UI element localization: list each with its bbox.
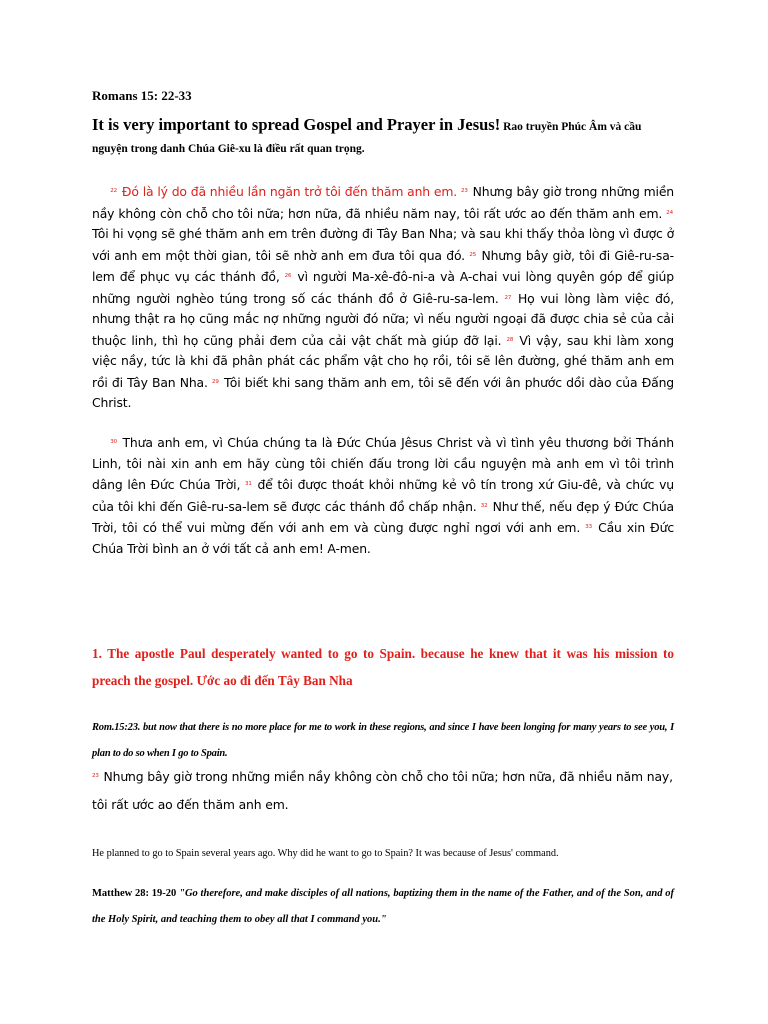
verse-number: 29 xyxy=(212,378,219,385)
verse-text: Thưa anh em, vì Chúa chúng ta là Đức Chúa Jêsus Christ và vì tình yêu thương bởi Thánh Linh, tôi nài xin anh em hãy cùng tôi chiến đấu trong lời cầu nguyện mà anh em vì tôi trình dâng lên Đức Chúa Trời, xyxy=(92,435,674,492)
verse-text: Họ vui lòng làm việc đó, nhưng thật ra họ cũng mắc nợ những người đó nữa; vì nếu người ngoại đã được chia sẻ của cải thuộc linh, thì họ cũng phải đem của cải vật chất mà giúp đỡ lại. xyxy=(92,290,675,348)
romans-english-verse: Rom.15:23. but now that there is no more place for me to work in these regions, and since I have been longing for many years to see you, I plan to do so when I go to Spain. xyxy=(92,722,674,759)
commentary-text: He planned to go to Spain several years ago. Why did he want to go to Spain? It was because of Jesus' command. xyxy=(92,848,559,859)
verse-number: 24 xyxy=(666,209,673,216)
verse-text: Vì vậy, sau khi làm xong việc nầy, tức là khi đã phân phát các phẩm vật cho họ rồi, tôi sẽ lên đường, ghé thăm anh em rồi đi Tây Ban Nha. xyxy=(92,332,674,390)
verse-number: 33 xyxy=(585,524,592,530)
verse-number: 30 xyxy=(110,439,117,445)
passage-paragraph-1 xyxy=(92,181,674,414)
verse-number: 22 xyxy=(110,188,117,194)
headline-english: It is very important to spread Gospel and Prayer in Jesus! xyxy=(92,115,501,134)
verse-number: 27 xyxy=(504,294,512,301)
verse-text: Nhưng bây giờ trong những miền nầy không còn chỗ cho tôi nữa; hơn nữa, đã nhiều năm nay, tôi rất ước ao đến thăm anh em. xyxy=(92,769,673,812)
matthew-quote xyxy=(92,881,674,933)
verse-text: vì người Ma-xê-đô-ni-a và A-chai vui lòng quyên góp để giúp những người nghèo túng trong số các thánh đồ ở Giê-ru-sa-lem. xyxy=(92,269,674,306)
verse-text: Tôi hi vọng sẽ ghé thăm anh em trên đường đi Tây Ban Nha; và sau khi thấy thỏa lòng vì được ở với anh em một thời gian, tôi sẽ nhờ anh em đưa tôi qua đó. xyxy=(92,226,674,263)
verse-number: 23 xyxy=(92,773,99,779)
scripture-reference-title: Romans 15: 22-33 xyxy=(92,88,192,103)
verse-text: Như thế, nếu đẹp ý Đức Chúa Trời, tôi có thể vui mừng đến với anh em và cùng được nghỉ ngơi với anh em. xyxy=(92,498,674,535)
romans-vietnamese-verse xyxy=(92,762,674,819)
verse-number: 26 xyxy=(284,273,292,279)
page-headline xyxy=(92,114,674,160)
verse-number: 32 xyxy=(480,502,488,509)
matthew-reference: Matthew 28: 19-20 xyxy=(92,888,177,899)
verse-text: Cầu xin Đức Chúa Trời bình an ở với tất cả anh em! A-men. xyxy=(92,520,674,556)
point-heading-1: 1. The apostle Paul desperately wanted to go to Spain. because he knew that it was his mission to preach the gospel. Ước ao đi đến Tây Ban Nha xyxy=(92,646,674,688)
headline-vietnamese: Rao truyền Phúc Âm và cầu nguyện trong danh Chúa Giê-xu là điều rất quan trọng. xyxy=(92,121,642,155)
verse-number: 23 xyxy=(461,188,468,194)
verse-text: Nhưng bây giờ trong những miền nầy không còn chỗ cho tôi nữa; hơn nữa, đã nhiều năm nay, tôi rất ước ao đến thăm anh em. xyxy=(92,184,674,221)
verse-number: 28 xyxy=(506,336,514,343)
verse-number: 25 xyxy=(469,251,477,258)
matthew-quote-text: "Go therefore, and make disciples of all nations, baptizing them in the name of the Father, and of the Son, and of the Holy Spirit, and teaching them to obey all that I command you." xyxy=(92,888,675,925)
verse-text: để tôi được thoát khỏi những kẻ vô tín trong xứ Giu-đê, và chức vụ của tôi khi đến Giê-ru-sa-lem sẽ được các thánh đồ chấp nhận. xyxy=(92,477,674,514)
verse-text: Đó là lý do đã nhiều lần ngăn trở tôi đến thăm anh em. xyxy=(121,184,458,199)
verse-text: Tôi biết khi sang thăm anh em, tôi sẽ đến với ân phước dồi dào của Đấng Christ. xyxy=(92,374,675,410)
verse-text: Nhưng bây giờ, tôi đi Giê-ru-sa-lem để phục vụ các thánh đồ, xyxy=(92,247,674,284)
passage-paragraph-2 xyxy=(92,432,674,559)
verse-number: 31 xyxy=(245,481,252,487)
